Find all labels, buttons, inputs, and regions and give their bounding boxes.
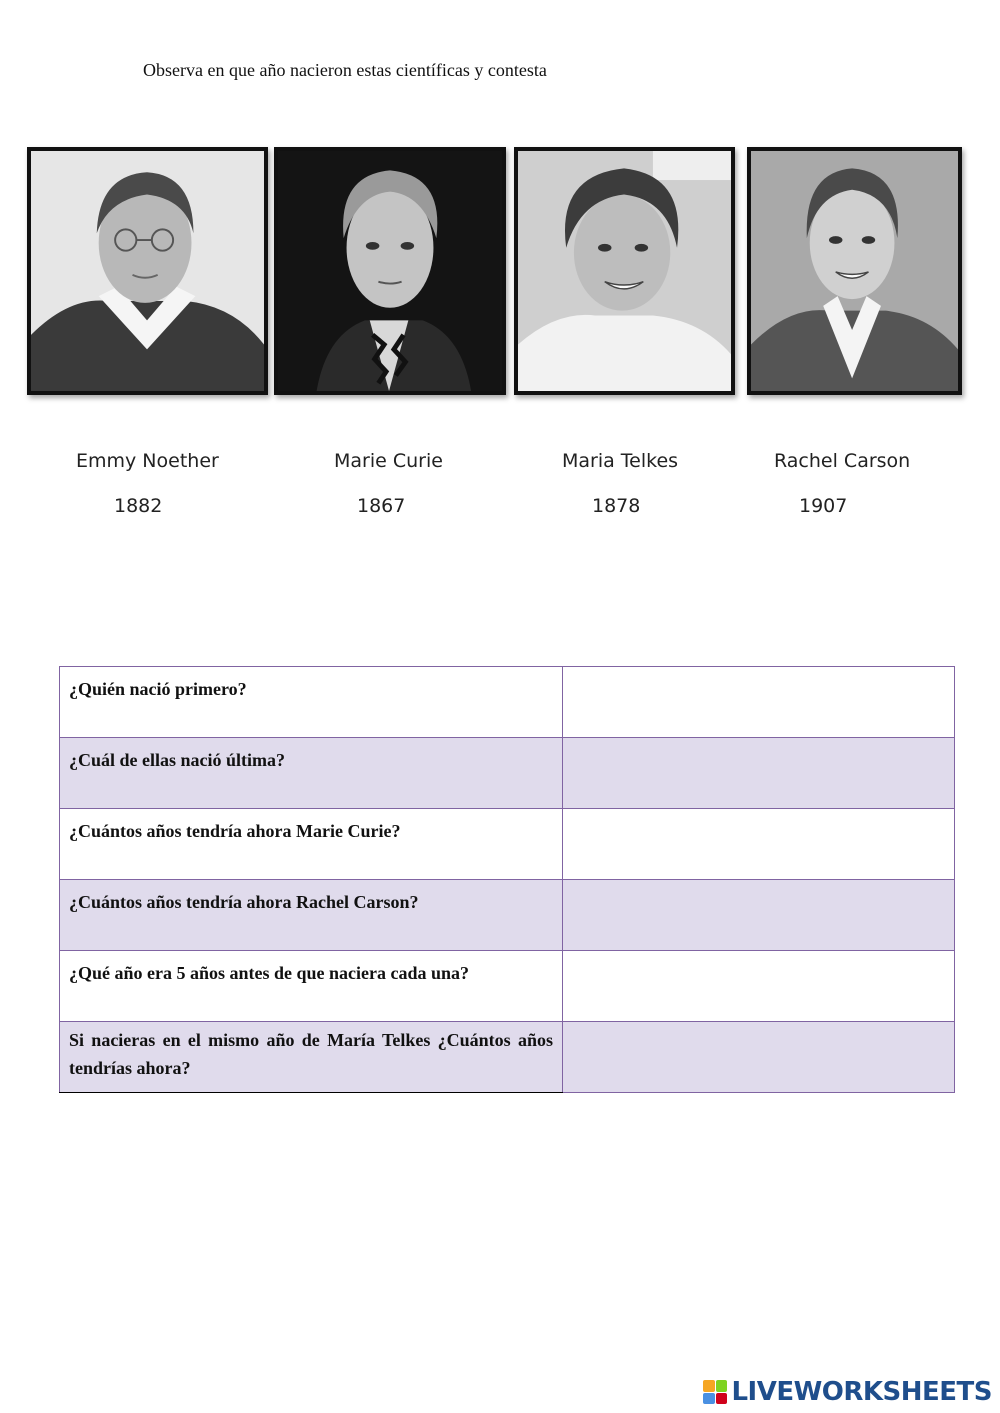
question-cell: ¿Quién nació primero?: [60, 667, 563, 738]
answer-field[interactable]: [563, 880, 955, 951]
table-row: [60, 809, 955, 880]
scientist-name: Emmy Noether: [76, 450, 219, 472]
question-text: Si nacieras en el mismo año de María Telkes ¿Cuántos años tendrías ahora?: [69, 1030, 553, 1078]
answer-field[interactable]: [563, 667, 955, 738]
scientist-name: Marie Curie: [334, 450, 443, 472]
answer-field[interactable]: [563, 809, 955, 880]
table-row: [60, 951, 955, 1022]
answer-field[interactable]: [563, 738, 955, 809]
birth-year: 1907: [799, 495, 848, 517]
question-cell: ¿Cuál de ellas nació última?: [60, 738, 563, 809]
photo-marie-curie: [274, 147, 506, 395]
table-row: [60, 738, 955, 809]
logo-icon: [703, 1380, 727, 1404]
table-row: [60, 1022, 955, 1093]
question-cell: ¿Cuántos años tendría ahora Rachel Carson?: [60, 880, 563, 951]
birth-year: 1867: [357, 495, 406, 517]
birth-year: 1878: [592, 495, 641, 517]
answer-field[interactable]: [563, 951, 955, 1022]
answer-field[interactable]: [563, 1022, 955, 1093]
question-cell: ¿Cuántos años tendría ahora Marie Curie?: [60, 809, 563, 880]
logo-text: LIVEWORKSHEETS: [731, 1377, 992, 1407]
scientist-name: Rachel Carson: [774, 450, 911, 472]
table-row: [60, 880, 955, 951]
birth-year: 1882: [114, 495, 163, 517]
liveworksheets-logo[interactable]: [703, 1379, 992, 1405]
question-cell: [60, 1022, 563, 1093]
photo-rachel-carson: [747, 147, 962, 395]
photo-maria-telkes: [514, 147, 735, 395]
instruction-text: Observa en que año nacieron estas científicas y contesta: [143, 60, 547, 80]
questions-table: [59, 666, 955, 1093]
photo-emmy-noether: [27, 147, 268, 395]
scientist-name: Maria Telkes: [562, 450, 679, 472]
table-row: [60, 667, 955, 738]
question-cell: ¿Qué año era 5 años antes de que naciera cada una?: [60, 951, 563, 1022]
